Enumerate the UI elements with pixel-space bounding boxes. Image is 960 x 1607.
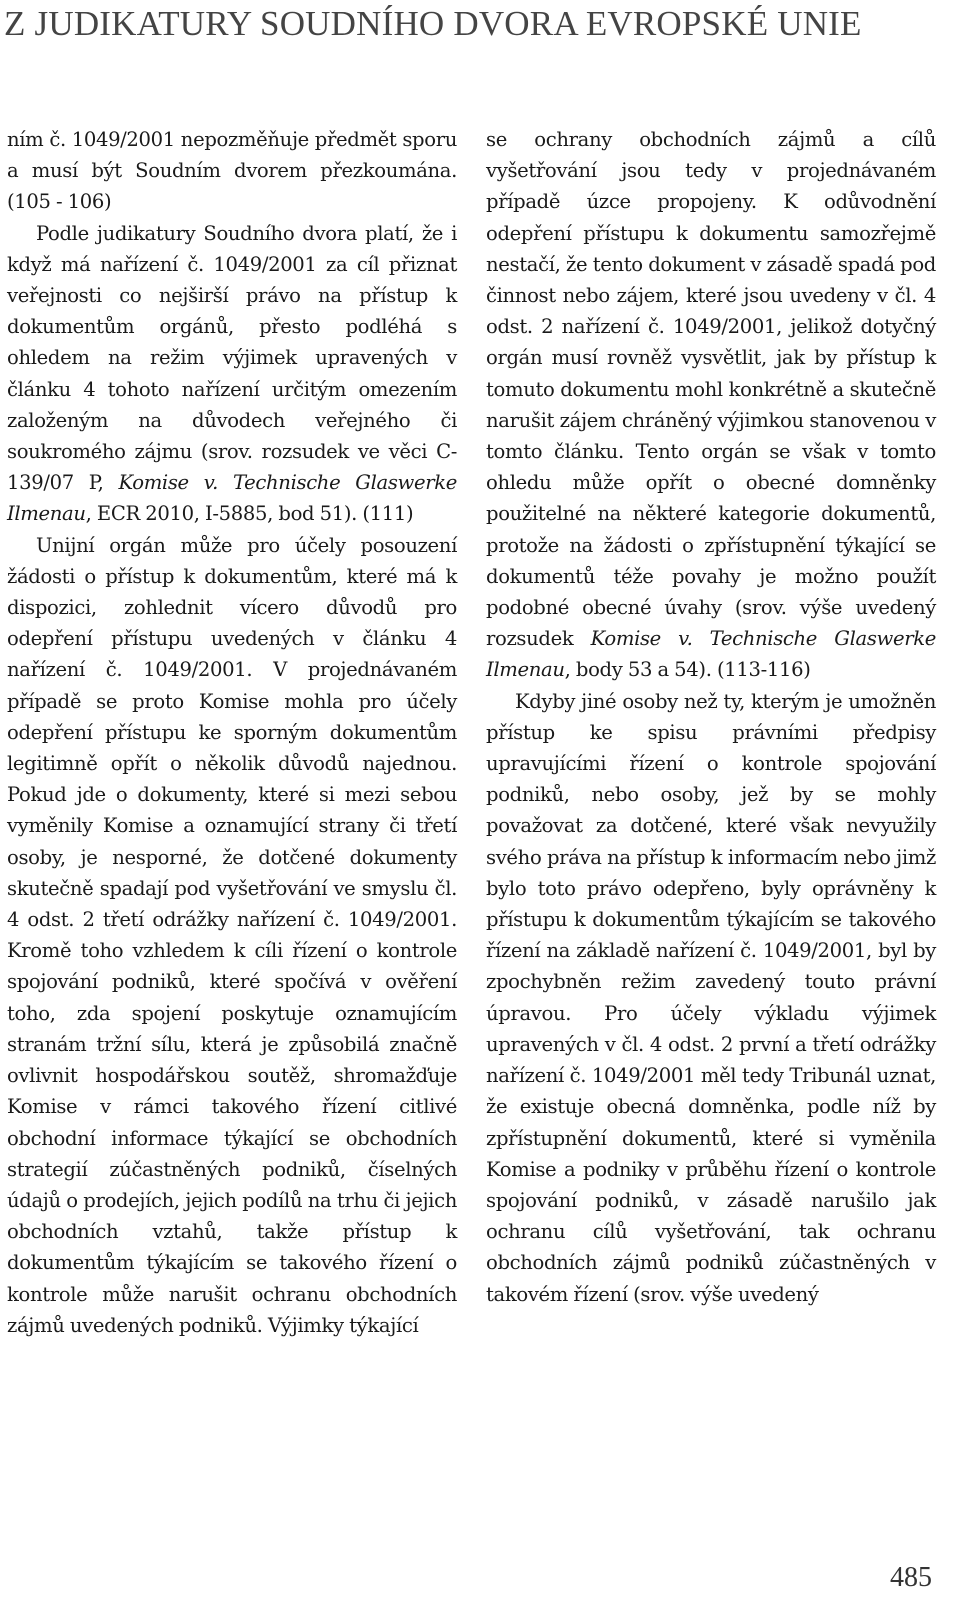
paragraph-text: Podle judikatury Soudního dvora platí, že i když má nařízení č. 1049/2001 za cíl přiznat veřejnosti co nejširší právo na přístup k dokumentům orgánů, přesto podléhá s ohledem na režim výjimek upravených v článku 4 tohoto nařízení určitým omezením založeným na důvodech veřejného či soukromého zájmu (srov. rozsudek ve věci C-139/07 P,: [7, 221, 457, 495]
running-header: Z JUDIKATURY SOUDNÍHO DVORA EVROPSKÉ UNIE: [4, 4, 862, 43]
case-name: Komise v. Technische Glaswerke Ilmenau: [7, 471, 457, 526]
paragraph: Kdyby jiné osoby než ty, kterým je umožněn přístup ke spisu právními předpisy upravujícími řízení o kontrole spojování podniků, nebo osoby, jež by se mohly považovat za dotčené, které však nevyužily svého práva na přístup k informacím nebo jimž bylo toto právo odepřeno, byly oprávněny k přístupu k dokumentům týkajícím se takového řízení na základě nařízení č. 1049/2001, byl by zpochybněn režim zavedený touto právní úpravou. Pro účely výkladu výjimek upravených v čl. 4 odst. 2 první a třetí odrážky nařízení č. 1049/2001 měl tedy Tribunál uznat, že existuje obecná domněnka, podle níž by zpřístupnění dokumentů, které si vyměnila Komise a podniky v průběhu řízení o kontrole spojování podniků, v zásadě narušilo jak ochranu cílů vyšetřování, tak ochranu obchodních zájmů podniků zúčastněných v takovém řízení (srov. výše uvedený: [486, 689, 936, 1306]
paragraph: [486, 124, 936, 686]
left-column: [7, 124, 457, 1341]
page-number: 485: [890, 1562, 932, 1593]
paragraph-text: , ECR 2010, I-5885, bod 51). (111): [85, 502, 414, 526]
paragraph: Unijní orgán může pro účely posouzení žádosti o přístup k dokumentům, které má k dispozici, zohlednit vícero důvodů pro odepření přístupu uvedených v článku 4 nařízení č. 1049/2001. V projednávaném případě se proto Komise mohla pro účely odepření přístupu ke sporným dokumentům legitimně opřít o několik důvodů najednou. Pokud jde o dokumenty, které si mezi sebou vyměnily Komise a oznamující strany či třetí osoby, je nesporné, že dotčené dokumenty skutečně spadají pod vyšetřování ve smyslu čl. 4 odst. 2 třetí odrážky nařízení č. 1049/2001. Kromě toho vzhledem k cíli řízení o kontrole spojování podniků, které spočívá v ověření toho, zda spojení poskytuje oznamujícím stranám tržní sílu, která je způsobilá značně ovlivnit hospodářskou soutěž, shromažďuje Komise v rámci takového řízení citlivé obchodní informace týkající se obchodních strategií zúčastněných podniků, číselných údajů o prodejích, jejich podílů na trhu či jejich obchodních vztahů, takže přístup k dokumentům týkajícím se takového řízení o kontrole může narušit ochranu obchodních zájmů uvedených podniků. Výjimky týkající: [7, 533, 457, 1337]
paragraph: ním č. 1049/2001 nepozměňuje předmět sporu a musí být Soudním dvorem přezkoumána. (105 - 106): [7, 128, 457, 214]
case-name: Komise v. Technische Glaswerke Ilmenau: [486, 627, 936, 682]
right-column: [486, 124, 936, 1310]
paragraph-text: , body 53 a 54). (113-116): [564, 658, 811, 682]
paragraph-text: se ochrany obchodních zájmů a cílů vyšetřování jsou tedy v projednávaném případě úzce propojeny. K odůvodnění odepření přístupu k dokumentu samozřejmě nestačí, že tento dokument v zásadě spadá pod činnost nebo zájem, které jsou uvedeny v čl. 4 odst. 2 nařízení č. 1049/2001, jelikož dotyčný orgán musí rovněž vysvětlit, jak by přístup k tomuto dokumentu mohl konkrétně a skutečně narušit zájem chráněný výjimkou stanovenou v tomto článku. Tento orgán se však v tomto ohledu může opřít o obecné domněnky použitelné na některé kategorie dokumentů, protože na žádosti o zpřístupnění týkající se dokumentů téže povahy je možno použít podobné obecné úvahy (srov. výše uvedený rozsudek: [486, 128, 936, 651]
paragraph: [7, 218, 457, 530]
